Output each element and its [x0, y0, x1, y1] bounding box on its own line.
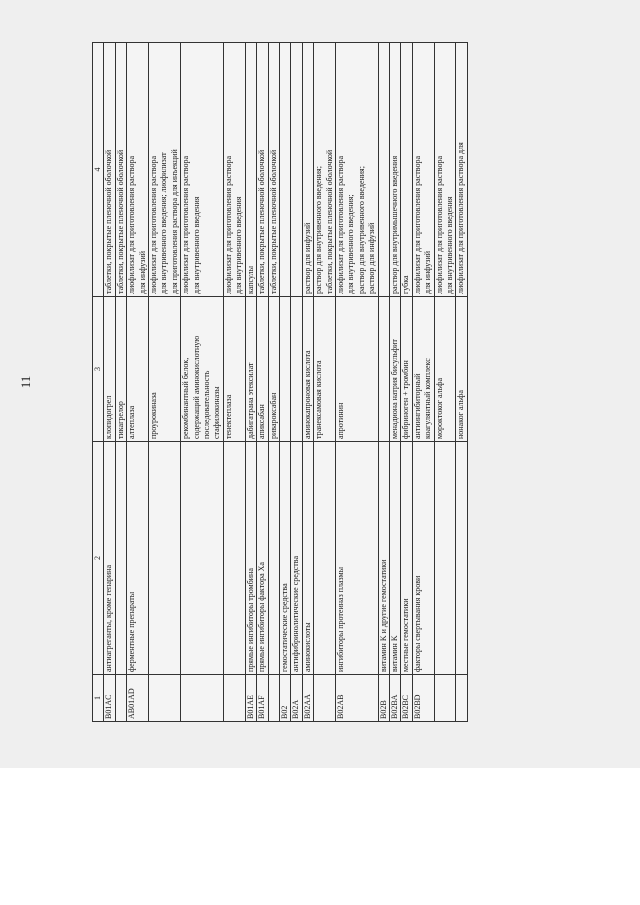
table-row — [279, 43, 290, 722]
drug-cell: тикагрелор — [115, 297, 126, 442]
dosage-form-line: для инфузий — [423, 250, 433, 294]
code-cell — [456, 675, 467, 722]
dosage-form-line: губка — [401, 275, 411, 294]
group-cell: гемостатические средства — [279, 442, 290, 675]
table-row — [389, 43, 400, 722]
table-row — [434, 43, 456, 722]
table-row — [268, 43, 279, 722]
table-row — [378, 43, 389, 722]
header-col-4: 4 — [93, 43, 104, 297]
table-row — [314, 43, 336, 722]
code-cell: B02BA — [389, 675, 400, 722]
group-cell: витамин K — [389, 442, 400, 675]
drug-cell: проурокиназа — [149, 297, 181, 442]
code-cell — [314, 675, 336, 722]
dosage-form-cell — [257, 43, 268, 297]
dosage-form-cell — [389, 43, 400, 297]
dosage-form-cell — [127, 43, 149, 297]
dosage-form-cell — [378, 43, 389, 297]
group-cell: аминокислоты — [302, 442, 313, 675]
drug-cell: алтеплаза — [127, 297, 149, 442]
drug-cell: аминокапроновая кислота — [302, 297, 313, 442]
dosage-form-cell — [401, 43, 412, 297]
dosage-form-line: лиофилизат для приготовления раствора — [412, 155, 422, 294]
drug-line: содержащий аминокислотную — [191, 335, 201, 439]
code-cell: B02BD — [412, 675, 434, 722]
drug-cell: фибриноген + тромбин — [401, 297, 412, 442]
dosage-form-cell — [223, 43, 245, 297]
drug-cell — [291, 297, 302, 442]
dosage-form-line: для внутривенного введения — [191, 196, 201, 294]
code-cell — [268, 675, 279, 722]
dosage-form-line: капсулы — [245, 266, 255, 294]
code-cell — [223, 675, 245, 722]
header-col-1: 1 — [93, 675, 104, 722]
dosage-form-cell — [456, 43, 467, 297]
code-cell: AB01AD — [127, 675, 149, 722]
table-row — [181, 43, 224, 722]
dosage-form-cell — [291, 43, 302, 297]
group-cell: прямые ингибиторы фактора Xa — [257, 442, 268, 675]
table-row — [115, 43, 126, 722]
drug-cell: мороктоког альфа — [434, 297, 456, 442]
code-cell: B01AC — [104, 675, 115, 722]
dosage-form-line: таблетки, покрытые пленочной оболочкой — [324, 149, 334, 294]
code-cell: B01AE — [245, 675, 256, 722]
header-row — [93, 43, 104, 722]
drug-cell — [181, 297, 224, 442]
dosage-form-line: раствор для внутривенного введения; — [356, 166, 366, 294]
drug-line: рекомбинантный белок, — [181, 357, 191, 439]
table-row — [456, 43, 467, 722]
dosage-form-line: таблетки, покрытые пленочной оболочкой — [257, 149, 267, 294]
dosage-form-cell — [314, 43, 336, 297]
dosage-form-line: раствор для внутримышечного введения — [389, 155, 399, 294]
dosage-form-line: таблетки, покрытые пленочной оболочкой — [104, 149, 114, 294]
code-cell: B02 — [279, 675, 290, 722]
table-row — [412, 43, 434, 722]
dosage-form-line: таблетки, покрытые пленочной оболочкой — [115, 149, 125, 294]
dosage-form-cell — [412, 43, 434, 297]
code-cell: B02A — [291, 675, 302, 722]
group-cell: антиагреганты, кроме гепарина — [104, 442, 115, 675]
code-cell — [434, 675, 456, 722]
dosage-form-line: раствор для внутривенного введения; — [314, 166, 324, 294]
code-cell — [149, 675, 181, 722]
drug-cell: ривароксабан — [268, 297, 279, 442]
table-row — [127, 43, 149, 722]
dosage-form-line: для инфузий — [137, 250, 147, 294]
drug-cell: клопидогрел — [104, 297, 115, 442]
drug-cell: апротинин — [335, 297, 378, 442]
drug-cell — [412, 297, 434, 442]
table-body — [104, 43, 467, 722]
drug-line: антиингибиторный — [412, 373, 422, 439]
drug-line: коагулянтный комплекс — [423, 358, 433, 439]
table-row — [104, 43, 115, 722]
table-row — [401, 43, 412, 722]
dosage-form-line: лиофилизат для приготовления раствора — [335, 155, 345, 294]
drug-line: последовательность — [202, 370, 212, 439]
dosage-form-line: для внутривенного введения — [234, 196, 244, 294]
dosage-form-cell — [302, 43, 313, 297]
dosage-form-cell — [268, 43, 279, 297]
dosage-form-cell — [335, 43, 378, 297]
dosage-form-line: лиофилизат для приготовления раствора — [149, 155, 159, 294]
group-cell — [181, 442, 224, 675]
dosage-form-cell — [245, 43, 256, 297]
group-cell: местные гемостатики — [401, 442, 412, 675]
dosage-form-line: лиофилизат для приготовления раствора — [127, 155, 137, 294]
dosage-form-cell — [181, 43, 224, 297]
group-cell — [314, 442, 336, 675]
group-cell — [434, 442, 456, 675]
header-col-3: 3 — [93, 297, 104, 442]
dosage-form-line: раствор для инфузий — [302, 222, 312, 294]
drug-table — [92, 42, 468, 722]
group-cell — [456, 442, 467, 675]
header-col-2: 2 — [93, 442, 104, 675]
rotated-content — [18, 42, 582, 722]
group-cell: ингибиторы протеиназ плазмы — [335, 442, 378, 675]
drug-cell — [378, 297, 389, 442]
drug-cell — [279, 297, 290, 442]
code-cell: B02AA — [302, 675, 313, 722]
dosage-form-line: раствор для инфузий — [367, 222, 377, 294]
dosage-form-line: лиофилизат для приготовления раствора — [223, 155, 233, 294]
dosage-form-line: лиофилизат для приготовления раствора для — [456, 142, 466, 294]
drug-cell: апиксабан — [257, 297, 268, 442]
table-row — [245, 43, 256, 722]
table-row — [257, 43, 268, 722]
dosage-form-line: лиофилизат для приготовления раствора — [181, 155, 191, 294]
dosage-form-line: для внутривенного введения; — [346, 194, 356, 294]
code-cell: B02BC — [401, 675, 412, 722]
code-cell — [181, 675, 224, 722]
table-row — [335, 43, 378, 722]
code-cell: B01AF — [257, 675, 268, 722]
code-cell: B02B — [378, 675, 389, 722]
table-row — [149, 43, 181, 722]
dosage-form-cell — [279, 43, 290, 297]
dosage-form-line: лиофилизат для приготовления раствора — [434, 155, 444, 294]
group-cell: витамин K и другие гемостатики — [378, 442, 389, 675]
group-cell: ферментные препараты — [127, 442, 149, 675]
dosage-form-line: таблетки, покрытые пленочной оболочкой — [268, 149, 278, 294]
group-cell — [223, 442, 245, 675]
dosage-form-line: для внутривенного введения; лиофилизат — [159, 152, 169, 294]
drug-cell: тенектеплаза — [223, 297, 245, 442]
drug-cell: менадиона натрия бисульфит — [389, 297, 400, 442]
table-row — [302, 43, 313, 722]
page-number: 11 — [18, 375, 33, 389]
code-cell: B02AB — [335, 675, 378, 722]
group-cell: антифибринолитические средства — [291, 442, 302, 675]
group-cell — [115, 442, 126, 675]
dosage-form-line: для приготовления раствора для инъекций — [169, 149, 179, 294]
group-cell: факторы свертывания крови — [412, 442, 434, 675]
drug-cell: дабигатрана этексилат — [245, 297, 256, 442]
dosage-form-cell — [149, 43, 181, 297]
dosage-form-cell — [104, 43, 115, 297]
dosage-form-cell — [434, 43, 456, 297]
dosage-form-cell — [115, 43, 126, 297]
group-cell — [268, 442, 279, 675]
group-cell: прямые ингибиторы тромбина — [245, 442, 256, 675]
table-row — [223, 43, 245, 722]
code-cell — [115, 675, 126, 722]
drug-cell: нонаког альфа — [456, 297, 467, 442]
drug-line: стафилокиназы — [212, 386, 222, 439]
dosage-form-line: для внутривенного введения — [445, 196, 454, 294]
group-cell — [149, 442, 181, 675]
table-row — [291, 43, 302, 722]
drug-cell: транексамовая кислота — [314, 297, 336, 442]
